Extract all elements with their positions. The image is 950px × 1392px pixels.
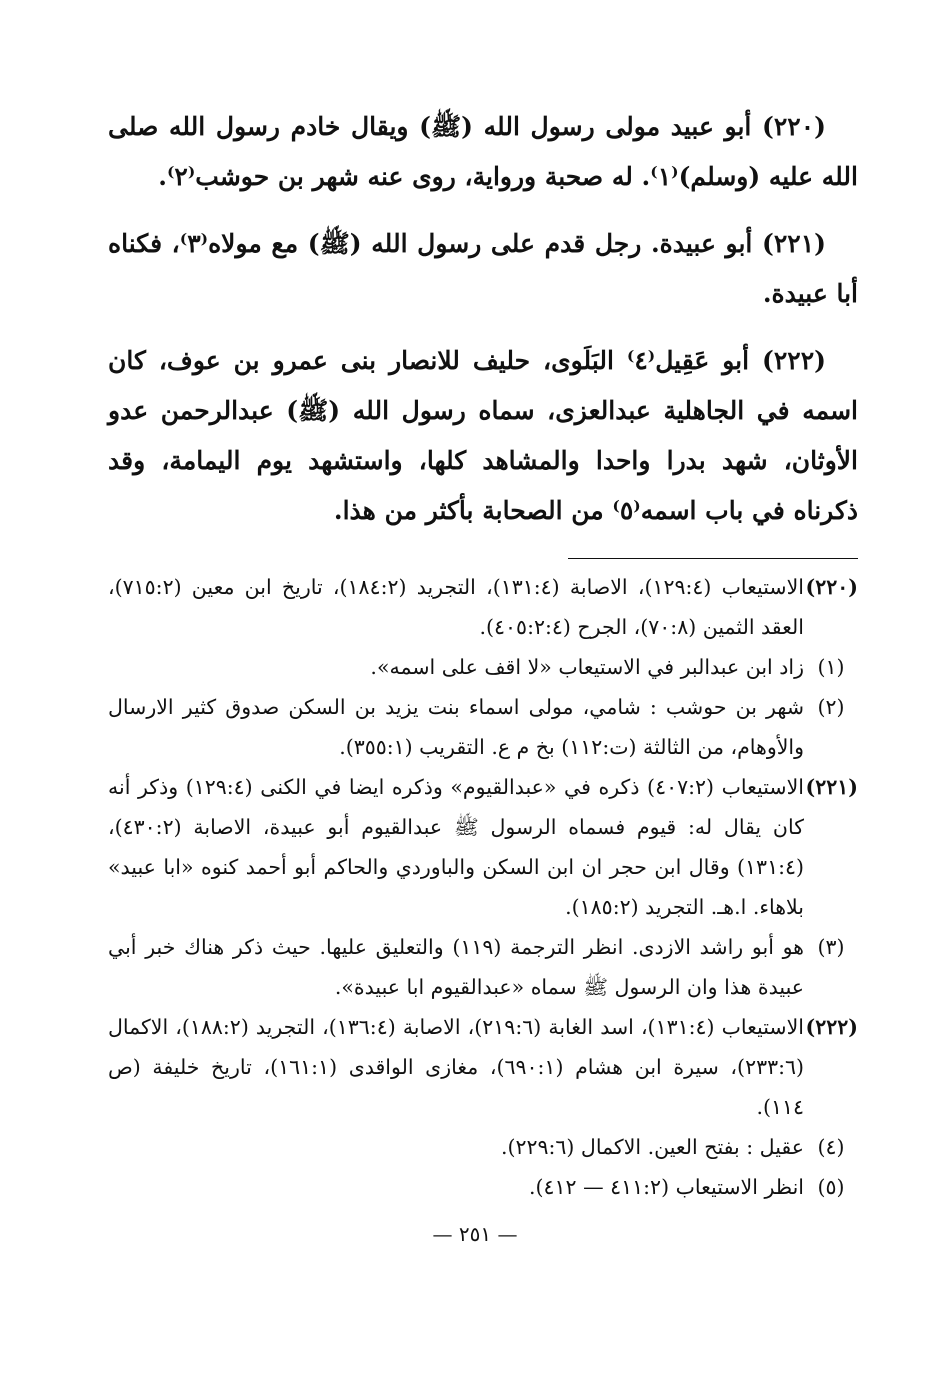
footnote-number: (٤) <box>817 1135 845 1159</box>
entry-220: (٢٢٠) أبو عبيد مولى رسول الله (ﷺ) ويقال خادم رسول الله صلى الله عليه (وسلم)⁽١⁾. له صحبة ورواية، روى عنه شهر بن حوشب⁽٢⁾. <box>108 112 858 191</box>
footnote-text: الاستيعاب (١٣١:٤)، اسد الغابة (٢١٩:٦)، الاصابة (١٣٦:٤)، التجريد (١٨٨:٢)، الاكمال (٢٣٣:٦)، سيرة ابن هشام (٦٩٠:١)، مغازى الواقدى (١٦١:١)، تاريخ خليفة (ص ١١٤). <box>108 1015 805 1119</box>
footnote-1 <box>108 647 858 687</box>
footnote-number: (٢) <box>817 695 845 719</box>
footnote-4 <box>108 1127 858 1167</box>
page-number: — ٢٥١ — <box>432 1222 518 1246</box>
footnote-222 <box>108 1007 858 1127</box>
footnote-number: (١) <box>817 655 845 679</box>
footnote-text: شهر بن حوشب : شامي، مولى اسماء بنت يزيد بن السكن صدوق كثير الارسال والأوهام، من الثالثة (ت:١١٢) بخ م ع. التقريب (٣٥٥:١). <box>108 695 804 759</box>
footnote-text: انظر الاستيعاب (٤١١:٢ — ٤١٢). <box>529 1175 804 1199</box>
footnote-text: الاستيعاب (١٢٩:٤)، الاصابة (١٣١:٤)، التجريد (١٨٤:٢)، تاريخ ابن معين (٧١٥:٢)، العقد الثمين (٧٠:٨)، الجرح (٤٠٥:٢:٤). <box>108 575 804 639</box>
footnote-number: (٣) <box>817 935 845 959</box>
footnote-text: هو أبو راشد الازدى. انظر الترجمة (١١٩) والتعليق عليها. حيث ذكر هناك خبر أبي عبيدة هذا وان الرسول ﷺ سماه «عبدالقيوم ابا عبيدة». <box>108 935 804 999</box>
entry-222: (٢٢٢) أبو عَقِيل⁽٤⁾ البَلَوى، حليف للانصار بنى عمرو بن عوف، كان اسمه في الجاهلية عبدالعزى، سماه رسول الله (ﷺ) عبدالرحمن عدو الأوثان، شهد بدرا واحدا والمشاهد كلها، واستشهد يوم اليمامة، وقد ذكرناه في باب اسمه⁽٥⁾ من الصحابة بأكثر من هذا. <box>108 346 858 525</box>
footnote-text: الاستيعاب (٤٠٧:٢) ذكره في «عبدالقيوم» وذكره ايضا في الكنى (١٢٩:٤) وذكر أنه كان يقال له: قيوم فسماه الرسول ﷺ عبدالقيوم أبو عبيدة، الاصابة (٤٣٠:٢)، (١٣١:٤) وقال ابن حجر ان ابن السكن والباوردي والحاكم أبو أحمد كنوه «ابا عبيد» بلاهاء. ا.هـ. التجريد (١٨٥:٢). <box>108 775 804 919</box>
footnote-number: (٥) <box>817 1175 845 1199</box>
entry-221: (٢٢١) أبو عبيدة. رجل قدم على رسول الله (ﷺ) مع مولاه⁽٣⁾، فكناه أبا عبيدة. <box>108 229 858 308</box>
footnote-number: (٢٢٠) <box>805 575 858 599</box>
footnote-220 <box>108 567 858 647</box>
footnote-text: زاد ابن عبدالبر في الاستيعاب «لا اقف على اسمه». <box>370 655 804 679</box>
footnote-2 <box>108 687 858 767</box>
footnote-3 <box>108 927 858 1007</box>
footnote-separator <box>568 558 858 559</box>
page-body <box>108 102 858 1207</box>
footnote-221 <box>108 767 858 927</box>
footnotes <box>108 567 858 1207</box>
footnote-number: (٢٢٢) <box>805 1015 858 1039</box>
footnote-5 <box>108 1167 858 1207</box>
footnote-text: عقيل : بفتح العين. الاكمال (٢٢٩:٦). <box>500 1135 804 1159</box>
footnote-number: (٢٢١) <box>805 775 858 799</box>
